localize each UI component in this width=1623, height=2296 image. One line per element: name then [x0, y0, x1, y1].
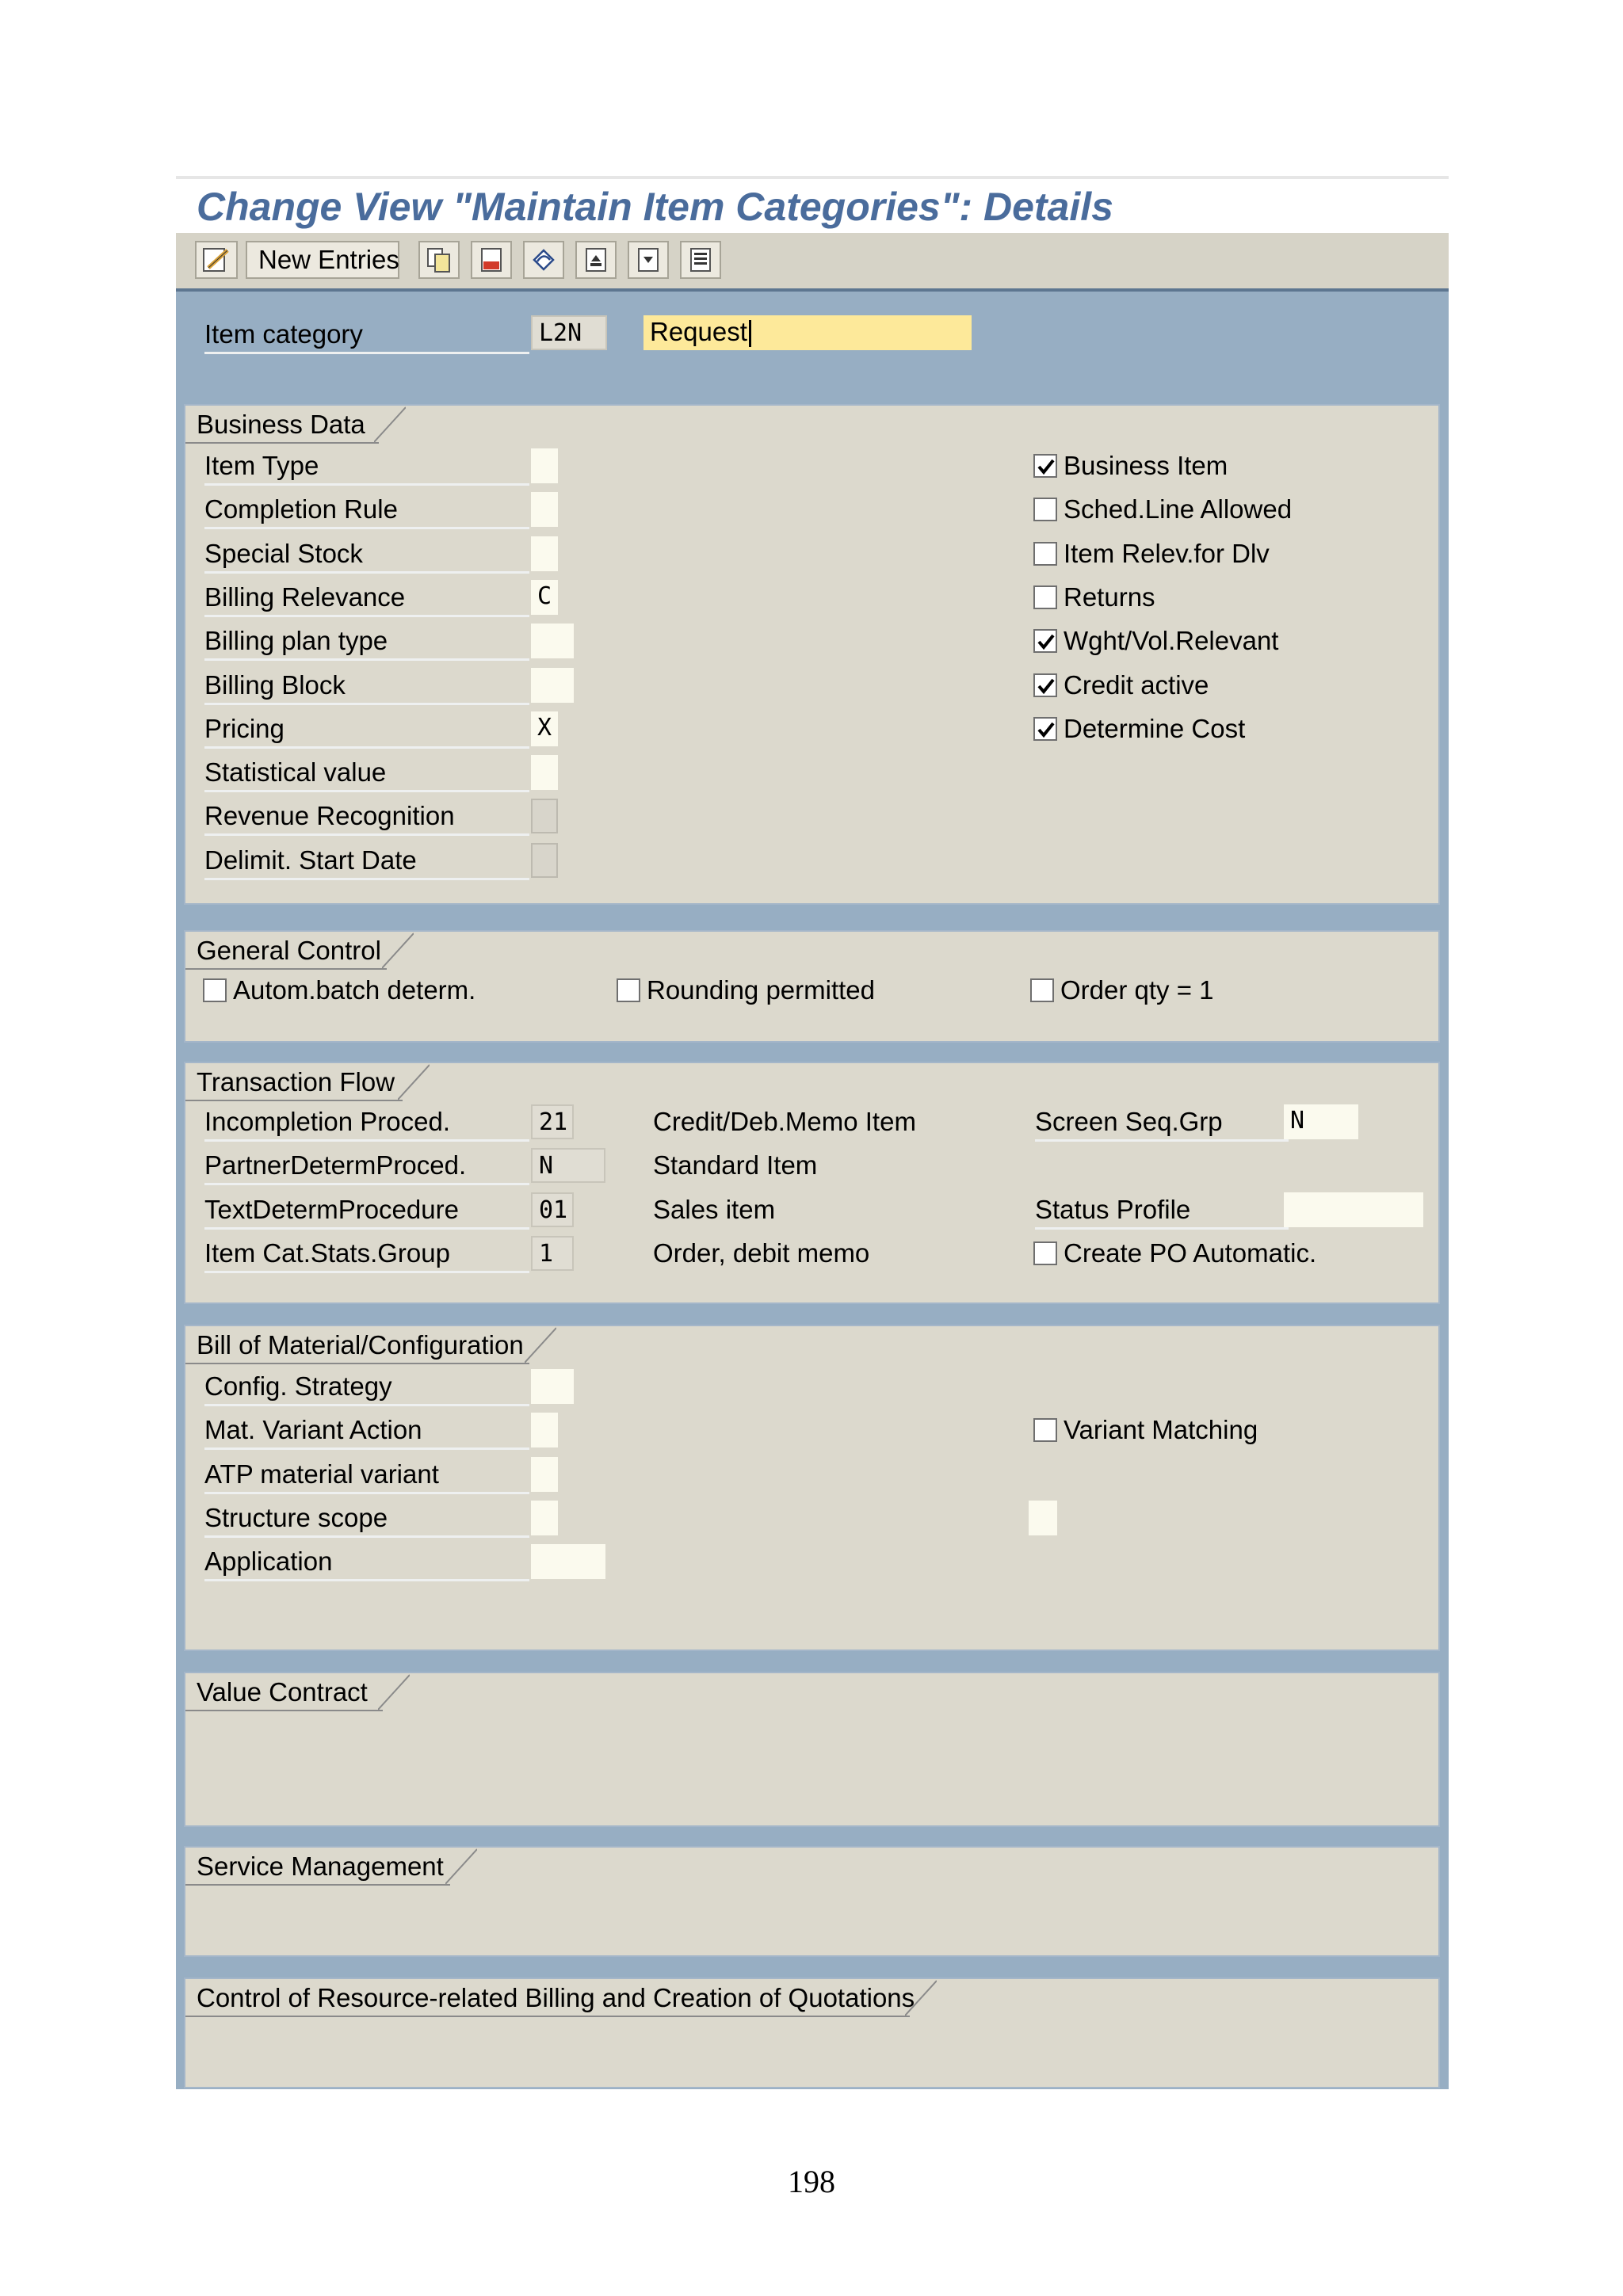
field-label: Revenue Recognition [204, 801, 455, 830]
checkbox-label: Determine Cost [1064, 714, 1246, 743]
group-title: Transaction Flow [197, 1067, 395, 1097]
field-label: Item Cat.Stats.Group [204, 1238, 450, 1268]
first-entry-icon [582, 246, 610, 274]
field-label: Billing Block [204, 670, 346, 700]
display-change-button[interactable] [195, 241, 238, 279]
variant-matching-checkbox[interactable] [1033, 1418, 1057, 1442]
screen-seq-grp-input[interactable]: N [1284, 1104, 1358, 1139]
field-label: Item Type [204, 451, 319, 480]
item-category-field: L2N [531, 315, 607, 350]
label-underline [204, 746, 529, 749]
group-value-contract [184, 1672, 1440, 1827]
page-number: 198 [788, 2164, 835, 2199]
last-entry-button[interactable] [680, 241, 721, 279]
label-underline [204, 1447, 529, 1450]
checkbox-label: Returns [1064, 582, 1155, 612]
field-label: Structure scope [204, 1503, 388, 1532]
item-category-label: Item category [204, 319, 363, 349]
delete-icon [477, 246, 506, 274]
business-field-6[interactable]: X [531, 711, 558, 746]
group-title: Control of Resource-related Billing and Creation of Quotations [197, 1983, 915, 2012]
tab-line [185, 1710, 383, 1711]
group-tab [185, 1979, 938, 2017]
bom-field-4[interactable] [531, 1544, 605, 1579]
field-label: Status Profile [1035, 1195, 1191, 1224]
tab-line [185, 1884, 450, 1886]
field-label: PartnerDetermProced. [204, 1150, 467, 1180]
label-underline [204, 790, 529, 792]
business-checkbox-5[interactable] [1033, 673, 1057, 697]
field-label: Special Stock [204, 539, 363, 568]
label-underline [204, 833, 529, 836]
business-field-2[interactable] [531, 536, 558, 571]
field-label: Statistical value [204, 757, 387, 787]
group-title: Business Data [197, 410, 365, 439]
business-checkbox-1[interactable] [1033, 498, 1057, 521]
general-checkbox-1[interactable] [617, 978, 640, 1002]
general-checkbox-0[interactable] [203, 978, 227, 1002]
description-input[interactable] [643, 315, 972, 350]
group-title: Bill of Material/Configuration [197, 1330, 524, 1360]
field-label: Config. Strategy [204, 1371, 392, 1401]
screen-body [176, 292, 1449, 2089]
field-description: Credit/Deb.Memo Item [653, 1107, 916, 1136]
business-checkbox-4[interactable] [1033, 629, 1057, 653]
business-field-0[interactable] [531, 448, 558, 483]
label-underline [204, 658, 529, 661]
checkbox-label: Item Relev.for Dlv [1064, 539, 1270, 568]
group-resource-billing [184, 1978, 1440, 2088]
first-entry-button[interactable] [575, 241, 617, 279]
checkmark-icon [1036, 456, 1056, 477]
field-description: Sales item [653, 1195, 776, 1224]
business-field-8 [531, 799, 558, 833]
field-label: Application [204, 1547, 333, 1576]
tab-line [185, 1100, 403, 1101]
group-tab [185, 406, 407, 444]
transaction-field-3: 1 [531, 1236, 574, 1271]
title-bar [176, 176, 1449, 235]
label-underline [204, 1139, 529, 1142]
new-entries-button[interactable] [246, 241, 399, 279]
field-label: ATP material variant [204, 1459, 439, 1489]
bom-field-0[interactable] [531, 1369, 574, 1404]
field-label: Pricing [204, 714, 285, 743]
business-checkbox-3[interactable] [1033, 585, 1057, 609]
sap-window [176, 176, 1449, 2089]
label-underline [204, 1404, 529, 1406]
business-field-1[interactable] [531, 492, 558, 527]
label-underline [204, 352, 529, 354]
next-entry-button[interactable] [628, 241, 669, 279]
group-service-management [184, 1846, 1440, 1957]
checkmark-icon [1036, 719, 1056, 740]
description-value: Request [650, 317, 747, 346]
checkbox-label: Wght/Vol.Relevant [1064, 626, 1279, 655]
business-field-3[interactable]: C [531, 580, 558, 615]
checkbox-label: Create PO Automatic. [1064, 1238, 1317, 1268]
checkbox-label: Order qty = 1 [1060, 975, 1214, 1005]
field-label: Mat. Variant Action [204, 1415, 422, 1444]
undo-button[interactable] [523, 241, 564, 279]
checkbox-label: Variant Matching [1064, 1415, 1258, 1444]
bom-field-1[interactable] [531, 1413, 558, 1447]
status-profile-input[interactable] [1284, 1192, 1423, 1227]
business-checkbox-0[interactable] [1033, 454, 1057, 478]
label-underline [204, 1271, 529, 1273]
business-checkbox-2[interactable] [1033, 542, 1057, 566]
business-field-5[interactable] [531, 668, 574, 703]
group-tab [185, 1063, 431, 1101]
business-field-4[interactable] [531, 624, 574, 658]
label-underline [204, 1227, 529, 1230]
label-underline [204, 527, 529, 529]
tab-line [185, 2016, 910, 2017]
checkbox-label: Business Item [1064, 451, 1228, 480]
field-description: Standard Item [653, 1150, 818, 1180]
label-underline [204, 703, 529, 705]
general-checkbox-2[interactable] [1030, 978, 1054, 1002]
group-tab [185, 1326, 558, 1364]
field-label: Delimit. Start Date [204, 845, 417, 875]
group-title: Service Management [197, 1852, 444, 1881]
next-entry-icon [634, 246, 663, 274]
checkbox-label: Autom.batch determ. [233, 975, 476, 1005]
field-label: Billing Relevance [204, 582, 406, 612]
group-title: General Control [197, 936, 381, 965]
create-po-checkbox[interactable] [1033, 1241, 1057, 1265]
transaction-field-0: 21 [531, 1104, 574, 1139]
last-entry-icon [686, 246, 715, 274]
business-field-7[interactable] [531, 755, 558, 790]
label-underline [204, 615, 529, 617]
checkbox-label: Rounding permitted [647, 975, 876, 1005]
checkmark-icon [1036, 631, 1056, 652]
checkmark-icon [1036, 676, 1056, 696]
field-label: Screen Seq.Grp [1035, 1107, 1223, 1136]
page-title: Change View "Maintain Item Categories": Details [197, 185, 1113, 229]
copy-icon [425, 246, 453, 274]
checkbox-label: Sched.Line Allowed [1064, 494, 1293, 524]
transaction-field-2: 01 [531, 1192, 574, 1227]
copy-button[interactable] [418, 241, 460, 279]
field-label: Billing plan type [204, 626, 388, 655]
label-underline [1035, 1227, 1289, 1230]
label-underline [1035, 1139, 1289, 1142]
field-description: Order, debit memo [653, 1238, 870, 1268]
group-tab [185, 932, 415, 970]
group-tab [185, 1673, 411, 1711]
business-field-9 [531, 843, 558, 878]
application-toolbar [176, 233, 1449, 292]
label-underline [204, 571, 529, 574]
group-title: Value Contract [197, 1677, 368, 1707]
tab-line [185, 1363, 529, 1364]
label-underline [204, 1579, 529, 1581]
bom-field-3[interactable] [531, 1501, 558, 1535]
display-change-icon [200, 246, 232, 274]
checkbox-label: Credit active [1064, 670, 1209, 700]
business-checkbox-6[interactable] [1033, 717, 1057, 741]
tab-line [185, 442, 379, 444]
text-cursor [749, 320, 751, 347]
group-tab [185, 1848, 479, 1886]
label-underline [204, 483, 529, 486]
delete-button[interactable] [471, 241, 512, 279]
create-delivery-group-input[interactable] [1029, 1501, 1057, 1535]
bom-field-2[interactable] [531, 1457, 558, 1492]
new-entries-label: New Entries [258, 245, 399, 274]
field-label: Incompletion Proced. [204, 1107, 451, 1136]
label-underline [204, 1492, 529, 1494]
label-underline [204, 1535, 529, 1538]
tab-line [185, 968, 387, 970]
label-underline [204, 1183, 529, 1185]
undo-icon [529, 246, 558, 274]
field-label: TextDetermProcedure [204, 1195, 459, 1224]
label-underline [204, 878, 529, 880]
transaction-field-1: N [531, 1148, 605, 1183]
field-label: Completion Rule [204, 494, 398, 524]
